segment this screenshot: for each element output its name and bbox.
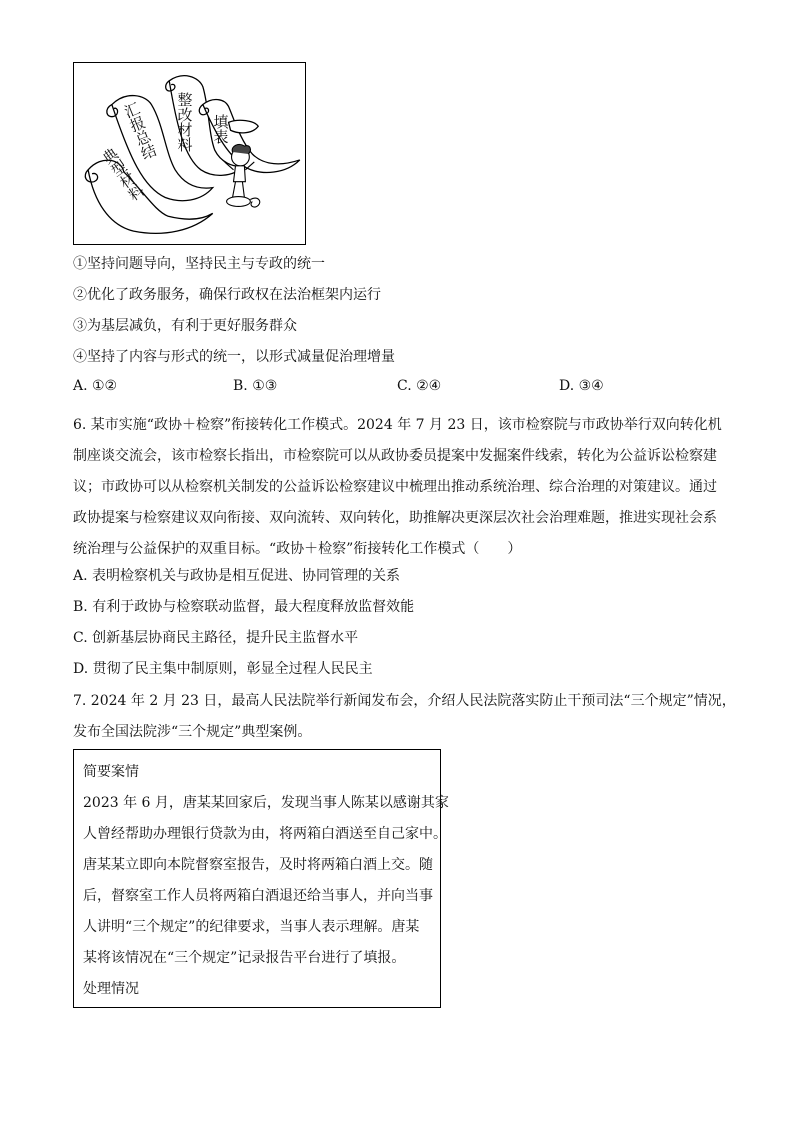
q5-option-d[interactable]: D. ③④ [559, 378, 604, 394]
q7-stem-line: 发布全国法院涉“三个规定”典型案例。 [73, 724, 312, 740]
case-box-line: 后，督察室工作人员将两箱白酒退还给当事人，并向当事 [83, 888, 433, 904]
statement-3: ③为基层减负，有利于更好服务群众 [73, 318, 297, 334]
q6-option-b[interactable]: B. 有利于政协与检察联动监督，最大程度释放监督效能 [73, 599, 415, 615]
scroll-label-fill-form: 填表 [213, 113, 229, 146]
q6-stem-line: 制座谈交流会，该市检察长指出，市检察院可以从政协委员提案中发掘案件线索，转化为公益诉讼检察建 [73, 448, 717, 464]
scroll-label-rectification-materials: 整改材料 [177, 91, 193, 154]
q5-options [73, 378, 733, 398]
q5-option-b[interactable]: B. ①③ [233, 378, 278, 394]
case-box-line: 人讲明“三个规定”的纪律要求，当事人表示理解。唐某 [83, 919, 420, 935]
q7-stem-line: 7. 2024 年 2 月 23 日，最高人民法院举行新闻发布会，介绍人民法院落实防止干预司法“三个规定”情况， [73, 693, 736, 709]
q6-stem-line: 议；市政协可以从检察机关制发的公益诉讼检察建议中梳理出推动系统治理、综合治理的对策建议。通过 [73, 479, 717, 495]
case-box-line: 2023 年 6 月，唐某某回家后，发现当事人陈某以感谢其家 [83, 795, 449, 811]
statement-4: ④坚持了内容与形式的统一，以形式减量促治理增量 [73, 349, 395, 365]
statement-2: ②优化了政务服务，确保行政权在法治框架内运行 [73, 287, 381, 303]
q6-option-a[interactable]: A. 表明检察机关与政协是相互促进、协同管理的关系 [73, 568, 401, 584]
case-box-footer: 处理情况 [83, 981, 139, 997]
q5-option-c[interactable]: C. ②④ [397, 378, 442, 394]
case-box [73, 749, 449, 1008]
case-box-line: 某将该情况在“三个规定”记录报告平台进行了填报。 [83, 950, 406, 966]
q5-option-a[interactable]: A. ①② [73, 378, 118, 394]
case-box-line: 唐某某立即向本院督察室报告，及时将两箱白酒上交。随 [83, 857, 433, 873]
q6-stem-line: 政协提案与检察建议双向衔接、双向流转、双向转化，助推解决更深层次社会治理难题，推进实现社会系 [73, 510, 717, 526]
q6-option-c[interactable]: C. 创新基层协商民主路径，提升民主监督水平 [73, 630, 359, 646]
statement-1: ①坚持问题导向，坚持民主与专政的统一 [73, 256, 325, 272]
scroll-label-typical-materials: 典型材料 [99, 144, 148, 205]
q7-stem [73, 686, 736, 748]
cartoon-illustration [73, 62, 306, 245]
q6-stem [73, 410, 733, 565]
q6-stem-line: 6. 某市实施“政协＋检察”衔接转化工作模式。2024 年 7 月 23 日，该市检察院与市政协举行双向转化机 [73, 417, 722, 433]
case-box-line: 人曾经帮助办理银行贷款为由，将两箱白酒送至自己家中。 [83, 826, 447, 842]
q6-stem-line: 统治理与公益保护的双重目标。“政协＋检察”衔接转化工作模式（ ） [73, 541, 522, 557]
case-box-title: 简要案情 [83, 764, 139, 780]
q6-option-d[interactable]: D. 贯彻了民主集中制原则，彰显全过程人民民主 [73, 661, 373, 677]
scroll-label-report-summary: 汇报总结 [121, 99, 160, 164]
